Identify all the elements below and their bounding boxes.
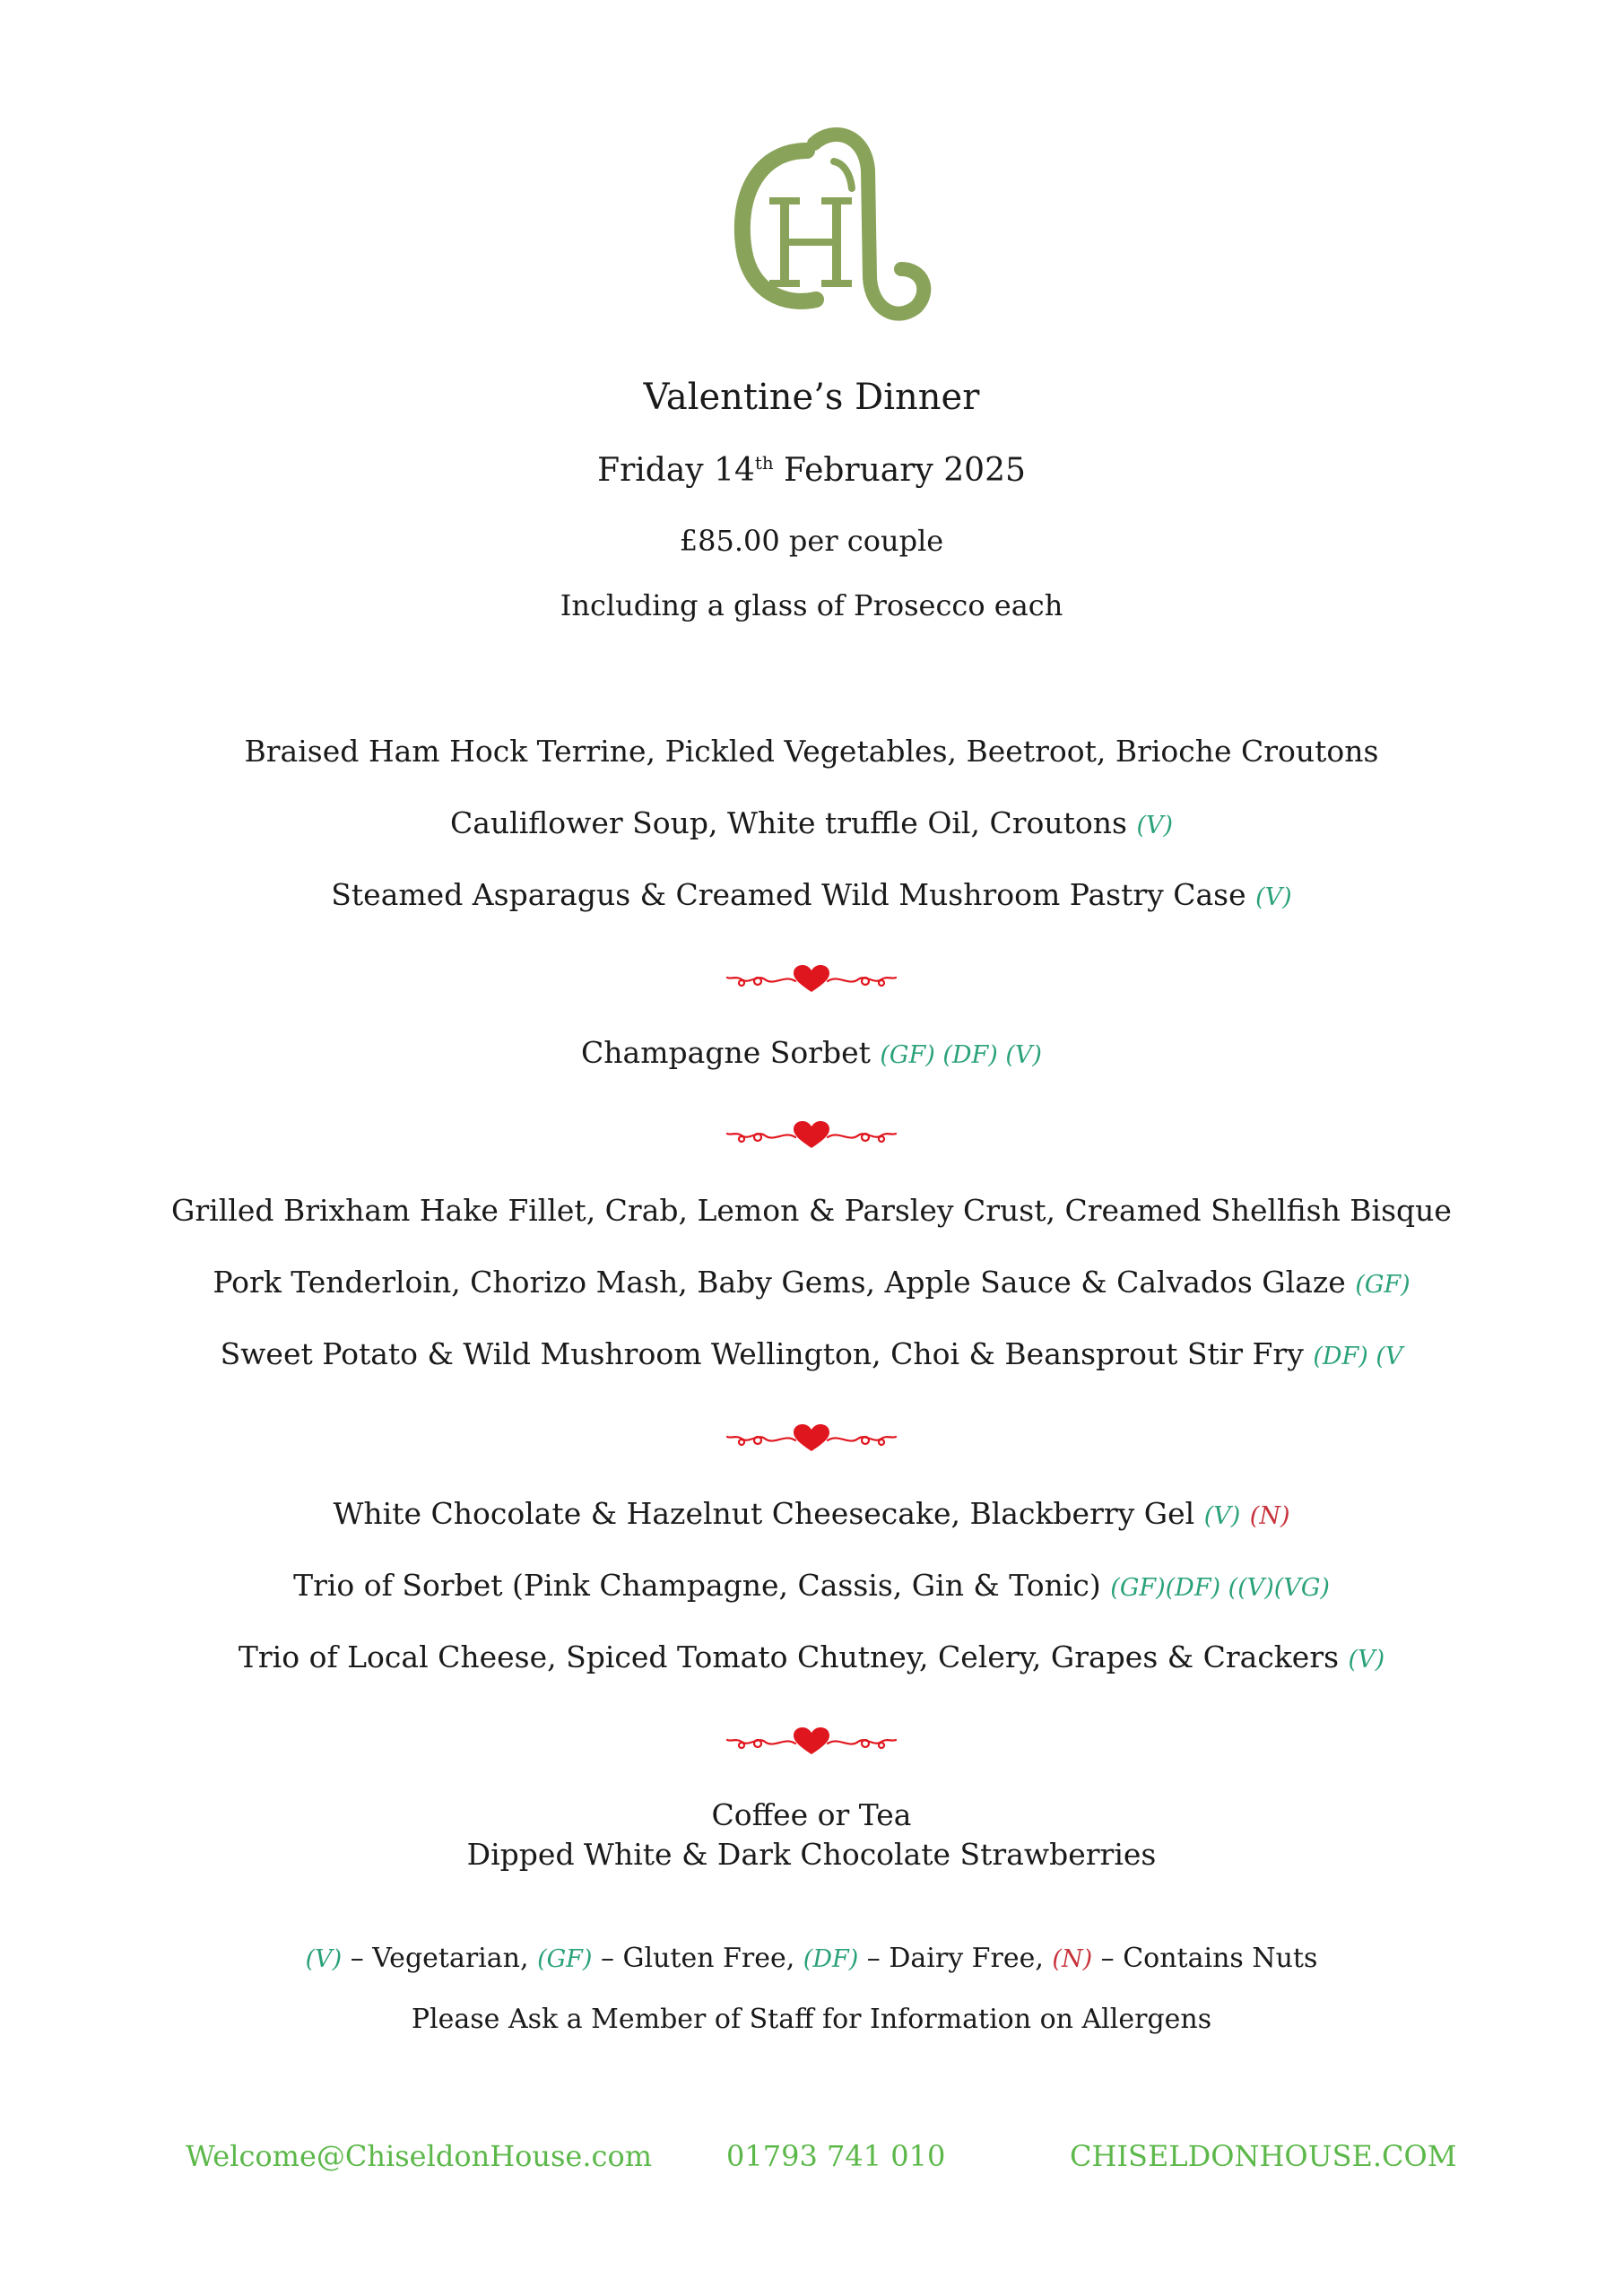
dish-name: Champagne Sorbet xyxy=(581,1035,871,1070)
event-date xyxy=(0,452,1623,489)
prosecco-note: Including a glass of Prosecco each xyxy=(560,588,1063,622)
menu-title: Valentine’s Dinner xyxy=(643,377,980,418)
starter-asparagus xyxy=(0,877,1623,912)
dish-name: White Chocolate & Hazelnut Cheesecake, Blackberry Gel xyxy=(333,1496,1195,1531)
dietary-tag: (V) xyxy=(1348,1646,1385,1674)
main-pork xyxy=(0,1265,1623,1300)
dietary-tag: (V) xyxy=(1136,812,1174,839)
legend-n-tag: (N) xyxy=(1052,1945,1093,1973)
strawberries-line: Dipped White & Dark Chocolate Strawberries xyxy=(466,1837,1157,1872)
coffee-line: Coffee or Tea xyxy=(711,1797,912,1832)
allergen-note: Please Ask a Member of Staff for Information on Allergens xyxy=(411,2004,1212,2035)
dish-name: Grilled Brixham Hake Fillet, Crab, Lemon & Parsley Crust, Creamed Shellfish Bisque xyxy=(171,1193,1452,1228)
legend-gf-text: – Gluten Free, xyxy=(592,1943,803,1974)
chiseldon-house-logo xyxy=(708,108,942,341)
legend-v-text: – Vegetarian, xyxy=(342,1943,538,1974)
footer-email-link[interactable]: Welcome@ChiseldonHouse.com xyxy=(186,2139,653,2173)
legend-df-tag: (DF) xyxy=(803,1945,859,1973)
dietary-tag: (GF) (DF) (V) xyxy=(880,1041,1042,1069)
dish-name: Braised Ham Hock Terrine, Pickled Vegetables, Beetroot, Brioche Croutons xyxy=(244,734,1379,769)
dietary-tag: (GF) xyxy=(1355,1271,1410,1299)
dessert-sorbet-trio xyxy=(0,1568,1623,1603)
dish-name: Trio of Sorbet (Pink Champagne, Cassis, Gin & Tonic) xyxy=(293,1568,1101,1603)
legend-n-text: – Contains Nuts xyxy=(1092,1943,1318,1974)
starter-ham-hock xyxy=(0,734,1623,769)
price: £85.00 per couple xyxy=(679,524,944,558)
main-wellington xyxy=(0,1336,1623,1371)
dish-name: Steamed Asparagus & Creamed Wild Mushroom Pastry Case xyxy=(331,877,1246,912)
heart-divider xyxy=(722,1118,901,1153)
sorbet-course xyxy=(0,1035,1623,1070)
legend-df-text: – Dairy Free, xyxy=(858,1943,1053,1974)
date-day: Friday 14 xyxy=(597,452,755,489)
dish-name: Sweet Potato & Wild Mushroom Wellington, Choi & Beansprout Stir Fry xyxy=(220,1336,1304,1371)
date-suffix: th xyxy=(754,453,774,474)
dietary-legend xyxy=(0,1943,1623,1974)
legend-v-tag: (V) xyxy=(305,1945,343,1973)
dessert-cheesecake xyxy=(0,1496,1623,1531)
date-month-year: February 2025 xyxy=(773,452,1026,489)
footer-phone-link[interactable]: 01793 741 010 xyxy=(726,2139,946,2173)
dietary-tag: (DF) (V xyxy=(1313,1343,1403,1370)
dietary-tag: (V) xyxy=(1255,883,1292,911)
legend-gf-tag: (GF) xyxy=(537,1945,593,1973)
main-hake xyxy=(0,1193,1623,1228)
dish-name: Trio of Local Cheese, Spiced Tomato Chutney, Celery, Grapes & Crackers xyxy=(238,1639,1340,1674)
dessert-cheese-trio xyxy=(0,1639,1623,1674)
footer-website-link[interactable]: CHISELDONHOUSE.COM xyxy=(1070,2139,1457,2173)
dietary-tag: (V) xyxy=(1203,1502,1241,1530)
dietary-tag: (GF)(DF) ((V)(VG) xyxy=(1110,1574,1330,1602)
dish-name: Pork Tenderloin, Chorizo Mash, Baby Gems, Apple Sauce & Calvados Glaze xyxy=(213,1265,1346,1300)
heart-divider xyxy=(722,961,901,997)
nut-tag: (N) xyxy=(1249,1502,1290,1530)
dish-name: Cauliflower Soup, White truffle Oil, Croutons xyxy=(449,805,1127,840)
starter-cauliflower-soup xyxy=(0,805,1623,840)
heart-divider xyxy=(722,1421,901,1457)
heart-divider xyxy=(722,1724,901,1760)
